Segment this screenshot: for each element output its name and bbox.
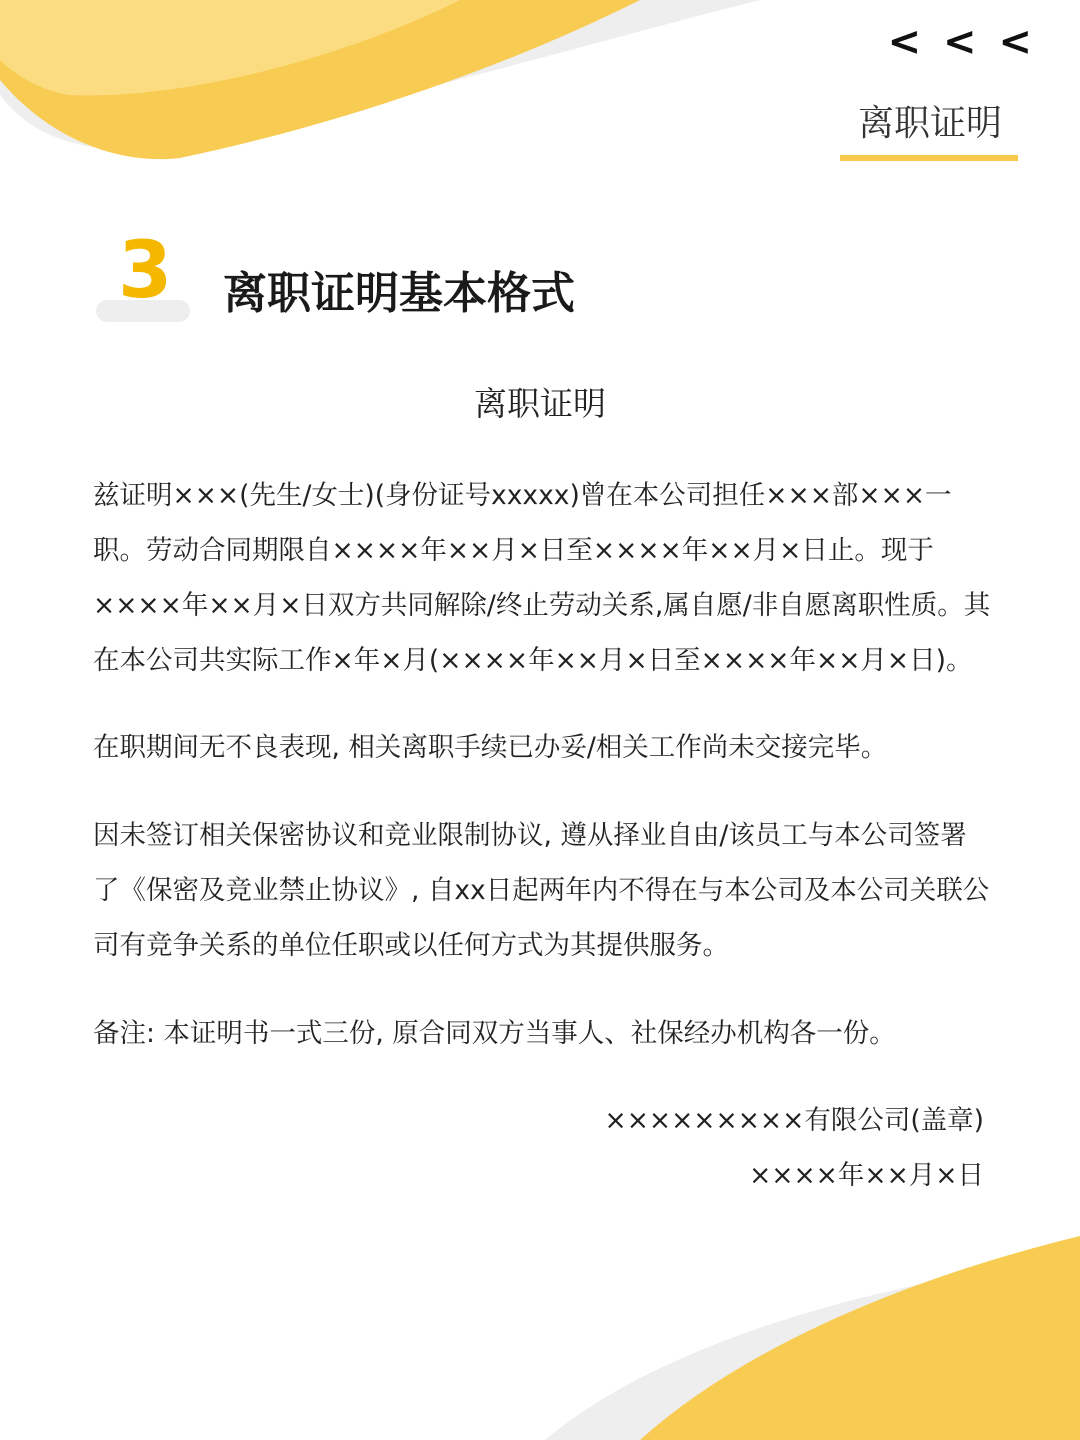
signature-date: ××××年××月×日 <box>749 1160 984 1191</box>
paragraph-remark: 备注: 本证明书一式三份, 原合同双方当事人、社保经办机构各一份。 <box>93 1018 896 1049</box>
paragraph-performance: 在职期间无不良表现, 相关离职手续已办妥/相关工作尚未交接完毕。 <box>93 732 888 763</box>
back-arrows-icon[interactable]: < < < <box>887 19 1036 65</box>
section-title: 离职证明基本格式 <box>223 268 575 319</box>
header-underline <box>840 155 1018 161</box>
paragraph-employment: 兹证明×××(先生/女士)(身份证号xxxxx)曾在本公司担任×××部×××一职。劳动合同期限自××××年××月×日至××××年××月×日止。现于××××年××月×日双方共同解除/终止劳动关系,属自愿/非自愿离职性质。其在本公司共实际工作×年×月(××××年××月×日至××××年××月×日)。 <box>93 480 991 676</box>
bottom-right-yellow-wave <box>640 1236 1080 1440</box>
section-number: 3 <box>118 226 173 316</box>
company-signature: ×××××××××有限公司(盖章) <box>604 1105 984 1136</box>
paragraph-confidentiality: 因未签订相关保密协议和竞业限制协议, 遵从择业自由/该员工与本公司签署了《保密及竞业禁止协议》, 自xx日起两年内不得在与本公司及本公司关联公司有竞争关系的单位任职或以任何方式为其提供服务。 <box>93 820 990 961</box>
document-title: 离职证明 <box>474 384 606 423</box>
header-title: 离职证明 <box>857 103 1002 144</box>
